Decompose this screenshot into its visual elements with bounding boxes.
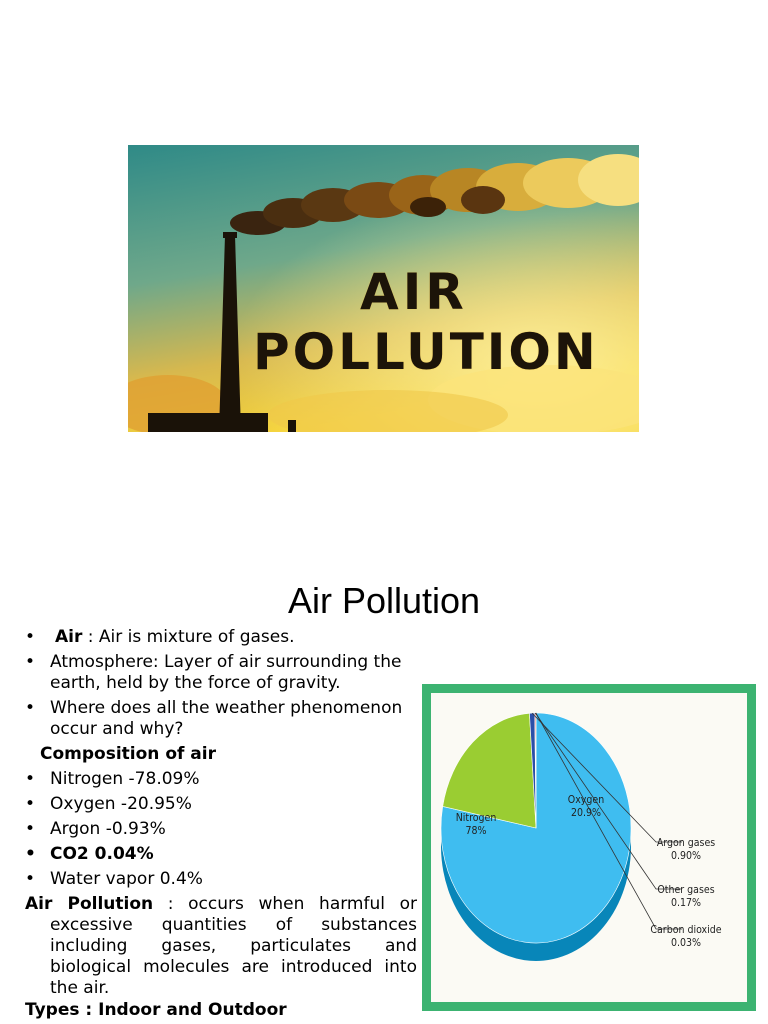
bullet-air-term: Air [55,627,83,647]
pie-value-oxygen: 20.9% [570,807,602,819]
banner-title-line2: POLLUTION [253,323,599,381]
slide-title: Air Pollution [287,580,481,621]
bullet-atmosphere: • Atmosphere: Layer of air surrounding the earth, held by the force of gravity. [22,652,417,694]
air-pollution-definition-text: : occurs when harmful or excessive quantities of substances including gases, particulates and biological molecules are introduced into the air. [50,894,417,998]
air-pollution-definition [22,894,417,999]
types-value: Indoor and Outdoor [98,1000,287,1020]
bullet-weather-question: • Where does all the weather phenomenon occur and why? [22,698,417,740]
air-composition-pie-chart [431,693,747,1002]
banner-title-line1: AIR [360,263,468,321]
air-pollution-banner-image [128,145,639,432]
composition-heading: Composition of air [40,744,216,764]
pie-label-oxygen: Oxygen [567,794,605,806]
composition-item-oxygen: • Oxygen -20.95% [22,794,417,815]
pollution-types: Types : Indoor and Outdoor [25,1000,287,1020]
composition-item-argon: • Argon -0.93% [22,819,417,840]
pie-label-nitrogen: Nitrogen [455,812,497,824]
banner-illustration [128,145,639,432]
composition-item-nitrogen: • Nitrogen -78.09% [22,769,417,790]
bullet-air-definition [22,627,417,648]
pie-value-argon-gases: 0.90% [670,850,702,862]
air-composition-pie-figure [422,684,756,1011]
slide-content [22,627,417,1021]
pie-label-carbon-dioxide: Carbon dioxide [650,924,722,936]
composition-item-water-vapor: • Water vapor 0.4% [22,869,417,890]
pie-label-argon-gases: Argon gases [656,837,716,849]
pie-value-nitrogen: 78% [465,825,487,837]
pie-value-carbon-dioxide: 0.03% [670,937,702,949]
composition-item-co2: • CO2 0.04% [22,844,417,865]
pie-value-other-gases: 0.17% [670,897,702,909]
bullet-air-text: : Air is mixture of gases. [82,627,295,647]
types-label: Types [25,1000,80,1020]
pie-label-other-gases: Other gases [657,884,715,896]
air-pollution-term: Air Pollution [25,894,154,914]
